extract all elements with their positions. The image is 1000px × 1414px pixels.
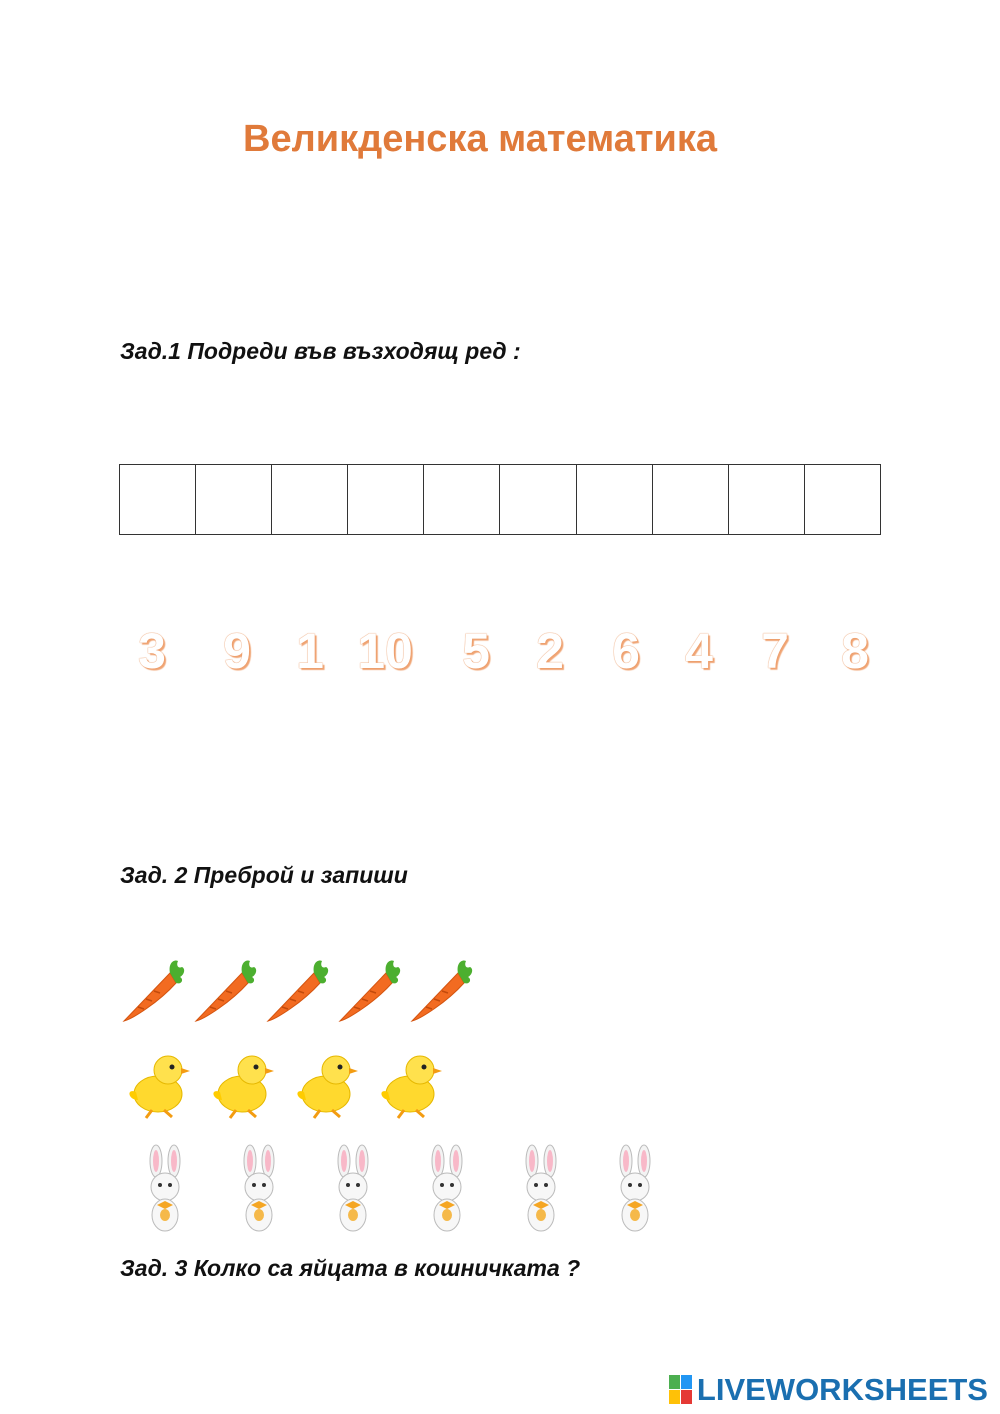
bunny-icon bbox=[494, 1143, 588, 1235]
bunny-icon bbox=[212, 1143, 306, 1235]
bunny-icon bbox=[588, 1143, 682, 1235]
draggable-number[interactable]: 9 bbox=[223, 623, 251, 679]
bunny-row bbox=[118, 1143, 682, 1235]
answer-box[interactable] bbox=[272, 465, 348, 534]
draggable-number[interactable]: 10 bbox=[357, 623, 413, 679]
chick-icon bbox=[286, 1048, 370, 1120]
draggable-number[interactable]: 4 bbox=[685, 623, 713, 679]
carrot-icon bbox=[406, 955, 478, 1027]
draggable-number[interactable]: 7 bbox=[761, 623, 789, 679]
task-1-heading: Зад.1 Подреди във възходящ ред : bbox=[120, 338, 521, 364]
answer-box[interactable] bbox=[120, 465, 196, 534]
liveworksheets-logo-icon bbox=[669, 1375, 693, 1405]
bunny-icon bbox=[400, 1143, 494, 1235]
carrot-icon bbox=[334, 955, 406, 1027]
answer-box[interactable] bbox=[577, 465, 653, 534]
answer-box[interactable] bbox=[500, 465, 576, 534]
answer-box[interactable] bbox=[196, 465, 272, 534]
answer-box[interactable] bbox=[348, 465, 424, 534]
draggable-number[interactable]: 8 bbox=[841, 623, 869, 679]
carrot-icon bbox=[262, 955, 334, 1027]
chick-icon bbox=[202, 1048, 286, 1120]
task-3-heading: Зад. 3 Колко са яйцата в кошничката ? bbox=[120, 1255, 581, 1281]
carrot-row bbox=[118, 955, 478, 1027]
task-2-heading: Зад. 2 Преброй и запиши bbox=[120, 862, 408, 888]
draggable-number[interactable]: 3 bbox=[138, 623, 166, 679]
liveworksheets-logo bbox=[669, 1372, 988, 1408]
answer-box[interactable] bbox=[424, 465, 500, 534]
carrot-icon bbox=[118, 955, 190, 1027]
logo-text: LIVEWORKSHEETS bbox=[696, 1372, 988, 1407]
chick-row bbox=[118, 1048, 454, 1120]
draggable-number[interactable]: 5 bbox=[462, 623, 490, 679]
answer-boxes-row bbox=[119, 464, 881, 535]
page-title: Великденска математика bbox=[243, 118, 717, 160]
answer-box[interactable] bbox=[729, 465, 805, 534]
answer-box[interactable] bbox=[653, 465, 729, 534]
draggable-numbers bbox=[0, 622, 1000, 692]
bunny-icon bbox=[118, 1143, 212, 1235]
chick-icon bbox=[370, 1048, 454, 1120]
draggable-number[interactable]: 1 bbox=[296, 623, 324, 679]
carrot-icon bbox=[190, 955, 262, 1027]
chick-icon bbox=[118, 1048, 202, 1120]
draggable-number[interactable]: 2 bbox=[536, 623, 564, 679]
draggable-number[interactable]: 6 bbox=[612, 623, 640, 679]
answer-box[interactable] bbox=[805, 465, 880, 534]
bunny-icon bbox=[306, 1143, 400, 1235]
